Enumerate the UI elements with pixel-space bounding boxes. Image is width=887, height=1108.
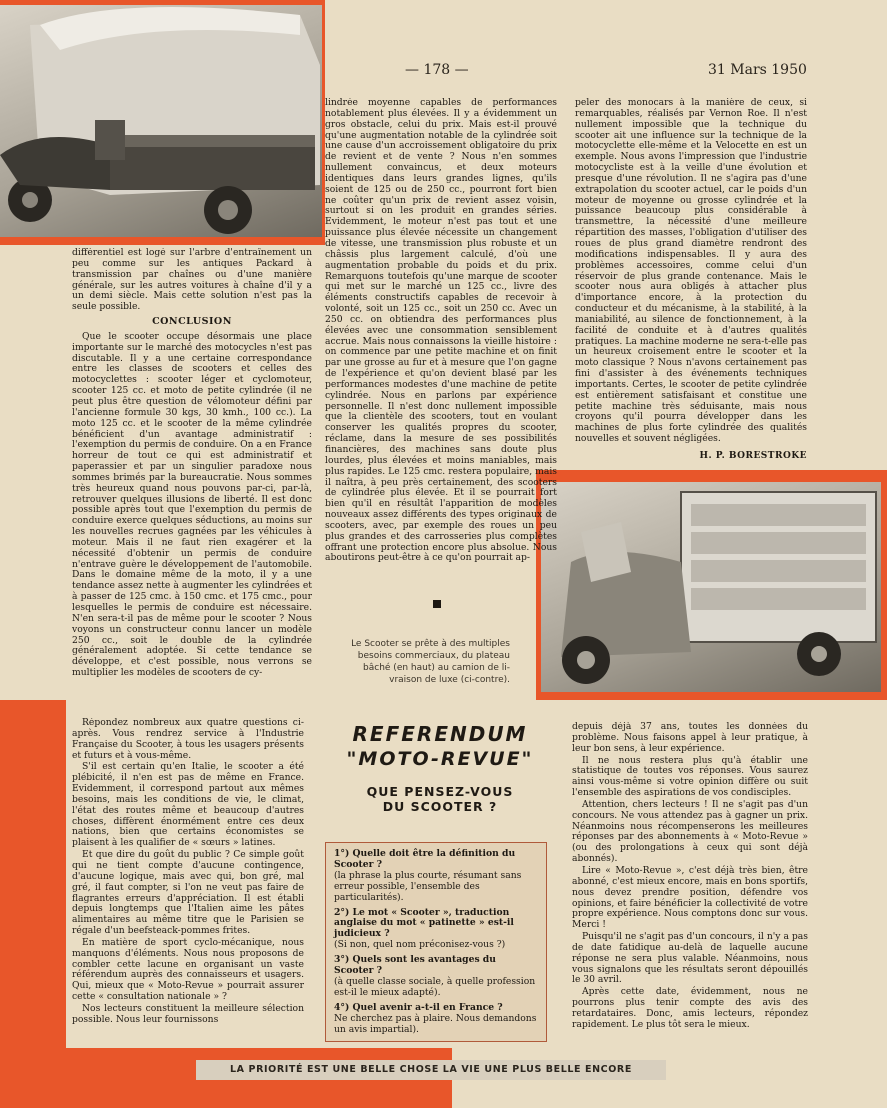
referendum-paragraph: Attention, chers lecteurs ! Il ne s'agit pas d'un concours. Ne vous attendez pas à gagner un prix. Néanmoins nous récompenserons les meilleures réponses par des abonnements à « Moto-Revue » (ou des prolongations à ceux qui sont déjà abonnés).: [572, 798, 808, 865]
question-note: (Si non, quel nom préconisez-vous ?): [334, 939, 506, 951]
referendum-paragraph: depuis déjà 37 ans, toutes les données du problème. Nous faisons appel à leur pratique, à leur bon sens, à leur expérience.: [572, 722, 808, 754]
article-column-1: [72, 248, 312, 693]
referendum-magazine-name: "MOTO-REVUE": [346, 748, 534, 770]
question-note: (à quelle classe sociale, à quelle profession est-il le mieux adapté).: [334, 975, 536, 998]
referendum-paragraph: Après cette date, évidemment, nous ne pourrons plus tenir compte des avis des retardataires. Donc, amis lecteurs, répondez rapidement. Le plus tôt sera le mieux.: [572, 986, 808, 1030]
caption-line: bâché (en haut) au camion de li-: [363, 663, 510, 673]
referendum-title: REFERENDUM: [352, 722, 528, 746]
question-note: Ne cherchez pas à plaire. Nous demandons un avis impartial).: [334, 1012, 537, 1035]
caption-line: vraison de luxe (ci-contre).: [389, 675, 510, 685]
question-text: 1°) Quelle doit être la définition du Scooter ?: [334, 848, 516, 870]
author-signature: H. P. BORESTROKE: [699, 451, 807, 461]
question-note: (la phrase la plus courte, résumant sans erreur possible, l'ensemble des particularités).: [334, 869, 522, 903]
article-paragraph: peler des monocars à la manière de ceux, si remarquables, réalisés par Vernon Roe. Il n'est nullement impossible que la technique du scooter ait une influence sur la technique de la motocyclette elle-même et la Velocette en est un exemple. Nous avons l'impression que l'industrie motocycliste est à la veille d'une évolution et presque d'une révolution. Il ne s'agira pas d'une extrapolation du scooter actuel, car le poids d'un moteur de moyenne ou grosse cylindrée et la puissance beaucoup plus considérable à transmettre, la nécessité d'une meilleure répartition des masses, l'obligation d'utiliser des roues de plus grand diamètre rendront des modifications indispensables. Il y aura des problèmes accessoires, comme celui d'un réservoir de plus grande contenance. Mais le scooter nous aura obligés à attacher plus d'importance encore, à la protection du conducteur et du mécanisme, à la stabilité, à la maniabilité, au silence de fonctionnement, à la facilité de conduite et à d'autres qualités pratiques. La machine moderne ne sera-t-elle pas un heureux croisement entre le scooter et la moto classique ? Nous n'avons certainement pas fini d'assister à des événements techniques importants. Certes, le scooter de petite cylindrée est entièrement satisfaisant et constitue une petite machine très séduisante, mais nous croyons qu'il pourra développer dans les machines de plus forte cylindrée des qualités nouvelles et souvent négligées.: [575, 98, 807, 445]
questions-box: [325, 842, 547, 1042]
scooter-van-illustration: [541, 482, 881, 692]
section-heading-conclusion: CONCLUSION: [152, 316, 232, 328]
article-paragraph: différentiel est logé sur l'arbre d'entraînement un peu comme sur les antiques Packard à transmission par chaînes ou d'une manière générale, sur les autres voitures à chaîne d'il y a un demi siècle. Mais cette solution n'est pas la seule possible.: [72, 248, 312, 313]
end-marker: [433, 600, 441, 608]
referendum-paragraph: S'il est certain qu'en Italie, le scooter a été plébicité, il n'en est pas de même en France. Evidemment, il correspond partout aux mêmes besoins, mais les conditions de vie, le climat, l'état des routes même et beaucoup d'autres choses, diffèrent énormément entre ces deux nations, bien que certains économistes se plaisent à les qualifier de « sœurs » latines.: [72, 761, 304, 849]
photo-caption: [332, 638, 510, 686]
referendum-column-left: [72, 718, 304, 1050]
referendum-paragraph: Lire « Moto-Revue », c'est déjà très bien, être abonné, c'est mieux encore, mais en bons sportifs, nous devez prendre position, défendre vos opinions, et faire bénéficier la collectivité de votre propre expérience. Nous comptons donc sur vous. Merci !: [572, 864, 808, 931]
article-paragraph: lindrée moyenne capables de performances notablement plus élevées. Il y a évidemment un gros obstacle, celui du prix. Mais est-il prouvé qu'une augmentation notable de la cylindrée soit une cause d'un accroissement obligatoire du prix de revient et de vente ? Nous n'en sommes nullement convaincus, et deux moteurs identiques dans leurs grandes lignes, qu'ils soient de 125 ou de 250 cc., pourront fort bien ne coûter qu'un prix de revient assez voisin, surtout si on les produit en grandes séries. Evidemment, le moteur n'est pas tout et une puissance plus élevée nécessite un changement de vitesse, une transmission plus robuste et un châssis plus largement calculé, d'où une augmentation probable du poids et du prix. Remarquons toutefois qu'une marque de scooter qui met sur le marché un 125 cc., livre des éléments constructifs capables de recevoir à volonté, soit un 125 cc., soit un 250 cc. Avec un 250 cc. on obtiendra des performances plus élevées avec une consommation sensiblement accrue. Mais nous connaissons la vieille histoire : on commence par une petite machine et on finit par une grosse au fur et à mesure que l'on gagne de l'expérience et qu'on devient blasé par les performances modestes d'une machine de petite cylindrée. Nous en parlons par expérience personnelle. Il n'est donc nullement impossible que la clientèle des scooters, tout en voulant conserver les qualités propres du scooter, réclame, dans la mesure de ses possibilités financières, des machines sans doute plus lourdes, plus élevées et moins maniables, mais plus rapides. Le 125 cmc. restera populaire, mais il naîtra, à peu près certainement, des scooters de cylindrée plus élevée. Et il se pourrait fort bien qu'il en résultât l'apparition de modèles nouveaux assez différents des types originaux de scooters, avec, par exemple des roues un peu plus grandes et des carrosseries plus complètes offrant une protection encore plus absolue. Nous aboutirons peut-être à ce qu'on pourrait ap-: [325, 98, 557, 564]
subtitle-line: QUE PENSEZ-VOUS: [366, 784, 514, 799]
referendum-paragraph: Répondez nombreux aux quatre questions ci-après. Vous rendrez service à l'Industrie Française du Scooter, à tous les usagers présents et futurs et à vous-même.: [72, 718, 304, 761]
question-item: [334, 849, 538, 904]
subtitle-line: DU SCOOTER ?: [382, 799, 498, 814]
article-paragraph: Que le scooter occupe désormais une place importante sur le marché des motocycles n'est pas discutable. Il y a une certaine correspondance entre les classes de scooters et celles des motocyclettes : scooter léger et cyclomoteur, scooter 125 cc. et moto de petite cylindrée (il ne peut plus être question de vélomoteur défini par l'ancienne formule 30 kgs, 30 kmh., 100 cc.). La moto 125 cc. et le scooter de la même cylindrée bénéficient d'un avantage administratif : l'exemption du permis de conduire. On a en France horreur de tout ce qui est administratif et paperassier et par un singulier paradoxe nous sommes brimés par la bureaucratie. Nous sommes très heureux quand nous pouvons par-ci, par-là, retrouver quelques illusions de liberté. Il est donc possible après tout que l'exemption du permis de conduire exerce quelques séductions, au moins sur les nouvelles recrues gagnées par les véhicules à moteur. Mais il ne faut rien exagérer et la nécessité d'obtenir un permis de conduire n'entrave guère le développement de l'automobile. Dans le domaine même de la moto, il y a une tendance assez nette à augmenter les cylindrées et à passer de 125 cmc. à 150 cmc. et 175 cmc., pour lesquelles le permis de conduire est nécessaire. N'en sera-t-il pas de même pour le scooter ? Nous voyons un constructeur connu lancer un modèle 250 cc., soit le double de la cylindrée généralement adoptée. Si cette tendance se développe, et c'est possible, nous verrons se multiplier les modèles de scooters de cy-: [72, 330, 312, 679]
issue-date: 31 Mars 1950: [708, 62, 807, 78]
footer-slogan-banner: LA PRIORITÉ EST UNE BELLE CHOSE LA VIE UNE PLUS BELLE ENCORE: [196, 1060, 666, 1080]
referendum-paragraph: Et que dire du goût du public ? Ce simple goût qui ne tient compte d'aucune contingence, d'aucune logique, mais avec qui, bon gré, mal gré, il faut compter, si l'on ne veut pas faire de flagrantes erreurs d'appréciation. Il est établi depuis longtemps que l'Italien aime les pâtes alimentaires au même titre que le Parisien se régale d'un beefsteack-pommes frites.: [72, 849, 304, 937]
referendum-paragraph: En matière de sport cyclo-mécanique, nous manquons d'éléments. Nous nous proposons de combler cette lacune en organisant un vaste référendum auprès des connaisseurs et usagers. Qui, mieux que « Moto-Revue » pourrait assurer cette « consultation nationale » ?: [72, 936, 304, 1003]
question-item: [334, 1003, 538, 1036]
caption-line: Le Scooter se prête à des multiples: [351, 639, 510, 649]
referendum-subtitle: [330, 784, 550, 814]
referendum-paragraph: Puisqu'il ne s'agit pas d'un concours, il n'y a pas de date fatidique au-delà de laquelle aucune réponse ne sera plus valable. Néanmoins, nous vous signalons que les résultats seront dépouillés le 30 avril.: [572, 931, 808, 986]
referendum-paragraph: Nos lecteurs constituent la meilleure sélection possible. Nous leur fournissons: [72, 1002, 304, 1025]
scooter-flatbed-illustration: [0, 5, 322, 237]
referendum-title-block: [330, 722, 550, 814]
question-text: 4°) Quel avenir a-t-il en France ?: [334, 1001, 503, 1013]
question-item: [334, 955, 538, 999]
page-number: — 178 —: [405, 62, 469, 78]
caption-line: besoins commerciaux, du plateau: [357, 651, 510, 661]
photo-scooter-delivery-van: [541, 482, 881, 692]
question-text: 3°) Quels sont les avantages du Scooter ?: [334, 954, 496, 977]
question-item: [334, 908, 538, 952]
article-column-3: [575, 98, 807, 470]
question-text: 2°) Le mot « Scooter », traduction anglaise du mot « patinette » est-il judicieux ?: [334, 906, 514, 940]
referendum-column-right: [572, 722, 808, 1054]
article-column-2: [325, 98, 557, 573]
referendum-paragraph: Il ne nous restera plus qu'à établir une statistique de toutes vos réponses. Vous saurez ainsi vous-même si votre opinion diffère ou suit l'ensemble des aspirations de vos condisciples.: [572, 754, 808, 799]
photo-scooter-flatbed: [0, 5, 322, 237]
orange-block-bottom-left: [0, 700, 66, 1108]
